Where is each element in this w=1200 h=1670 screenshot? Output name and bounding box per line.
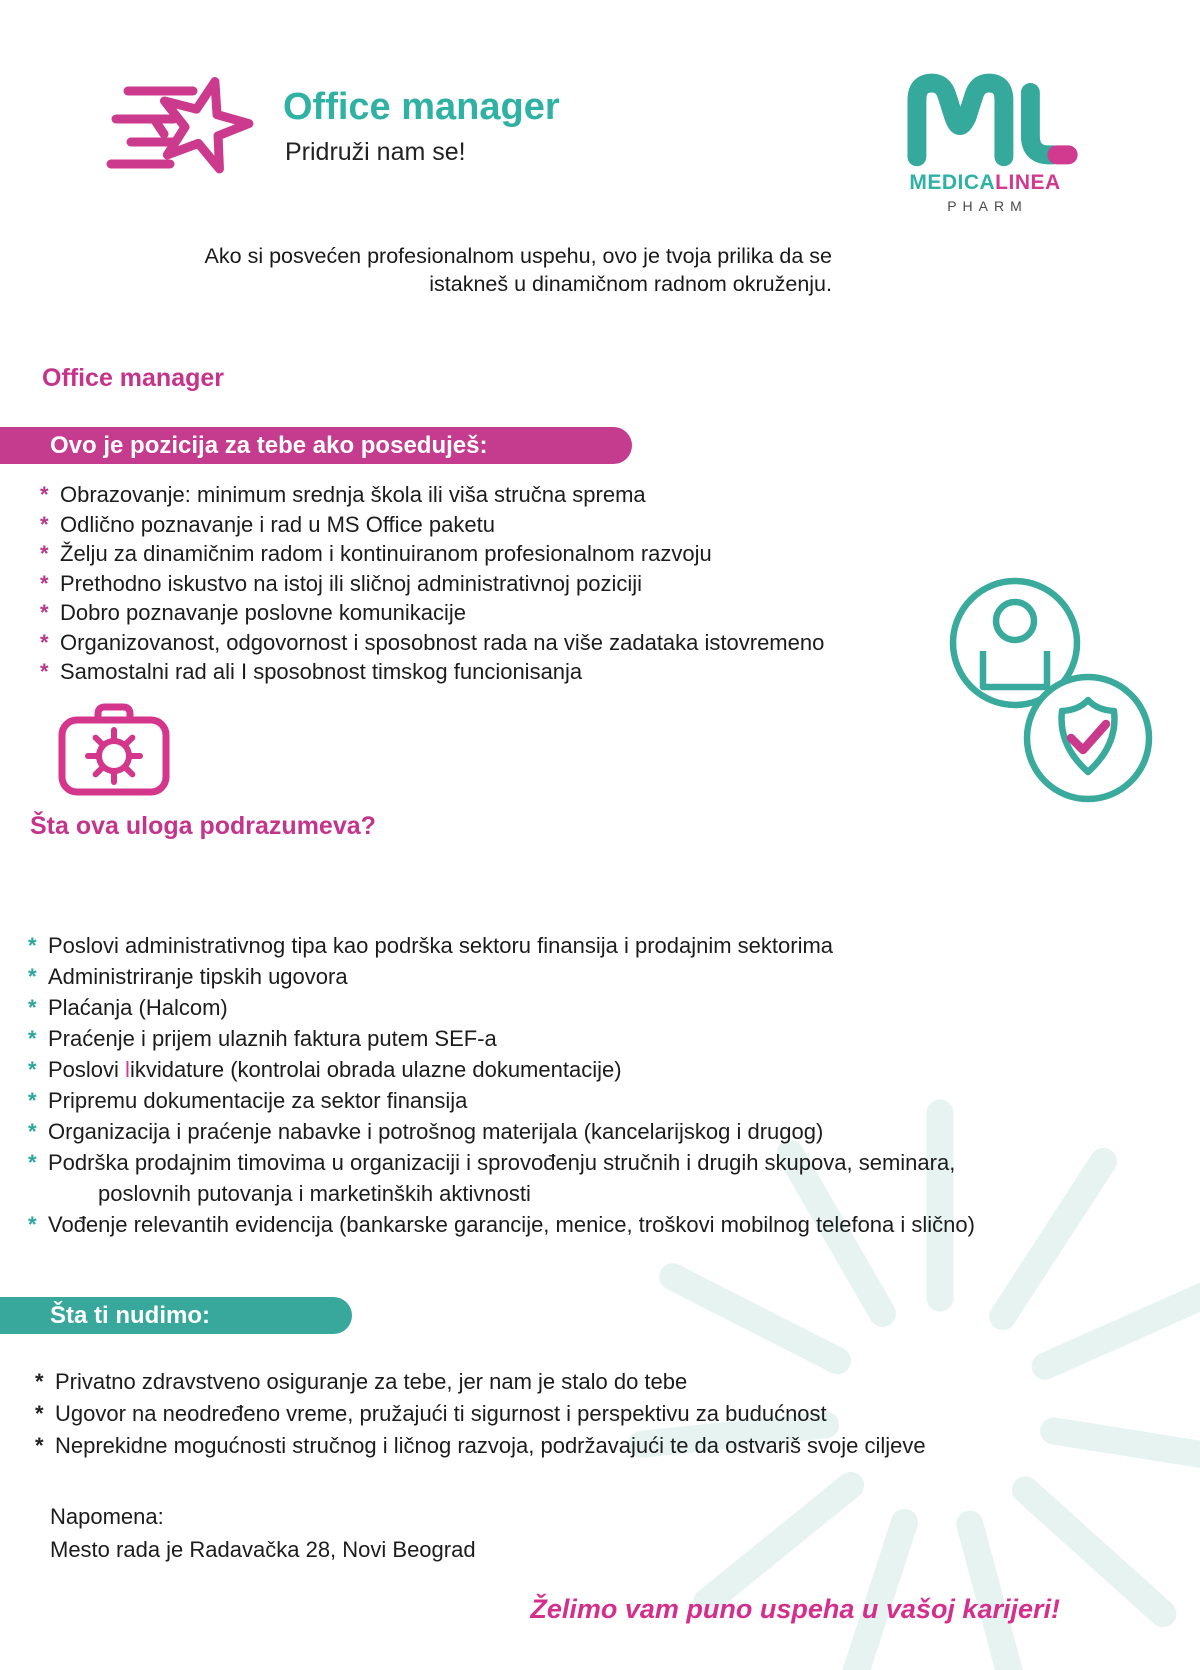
list-item xyxy=(28,1085,975,1116)
list-item-text: Vođenje relevantih evidencija (bankarske garancije, menice, troškovi mobilnog telefona i slično) xyxy=(48,1212,975,1237)
requirements-banner-label: Ovo je pozicija za tebe ako poseduješ: xyxy=(50,432,488,459)
list-item-text: Neprekidne mogućnosti stručnog i ličnog razvoja, podržavajući te da ostvariš svoje ciljeve xyxy=(55,1433,926,1458)
list-item xyxy=(28,1209,975,1240)
offer-list xyxy=(35,1366,926,1462)
intro-line-2: istakneš u dinamičnom radnom okruženju. xyxy=(429,272,832,296)
list-item xyxy=(40,539,824,569)
list-item xyxy=(28,1054,975,1085)
bullet-marker: * xyxy=(28,1119,37,1144)
list-item-text: Odlično poznavanje i rad u MS Office paketu xyxy=(60,511,495,537)
page-title: Office manager xyxy=(283,86,560,128)
bullet-marker: * xyxy=(28,1057,37,1082)
list-item-text: Poslovi xyxy=(48,1057,126,1082)
list-item-text: Administriranje tipskih ugovora xyxy=(48,964,348,989)
list-item-text: Obrazovanje: minimum srednja škola ili viša stručna sprema xyxy=(60,482,646,507)
list-item xyxy=(35,1366,926,1398)
responsibilities-list xyxy=(28,930,975,1240)
bullet-marker: * xyxy=(28,1150,37,1175)
list-item-text: Samostalni rad ali I sposobnost timskog funcionisanja xyxy=(60,659,583,684)
offer-banner xyxy=(0,1297,352,1334)
bullet-marker: * xyxy=(40,629,49,655)
list-item xyxy=(40,598,824,628)
note-text: Mesto rada je Radavačka 28, Novi Beograd xyxy=(50,1537,476,1562)
intro-text xyxy=(0,242,832,298)
list-item xyxy=(40,657,824,687)
list-item-text: Organizacija i praćenje nabavke i potrošnog materijala (kancelarijskog i drugog) xyxy=(48,1119,824,1144)
person-shield-badge-icon xyxy=(935,548,1165,803)
ml-monogram-icon xyxy=(888,66,1082,170)
brand-name-medica: MEDICA xyxy=(909,171,996,194)
requirements-banner xyxy=(0,427,632,464)
briefcase-gear-icon xyxy=(55,698,173,798)
list-item-text: Praćenje i prijem ulaznih faktura putem SEF-a xyxy=(48,1026,497,1051)
list-item xyxy=(28,930,975,961)
brand-name xyxy=(888,171,1082,195)
list-item xyxy=(40,510,824,540)
list-item xyxy=(28,961,975,992)
bullet-marker: * xyxy=(28,1212,37,1237)
company-logo xyxy=(888,66,1082,214)
bullet-marker: * xyxy=(28,933,37,958)
bullet-marker: * xyxy=(28,964,37,989)
list-item xyxy=(35,1430,926,1462)
brand-name-linea: LINEA xyxy=(995,171,1061,194)
list-item-text: Dobro poznavanje poslovne komunikacije xyxy=(60,600,467,625)
list-item xyxy=(28,1147,975,1178)
list-item-text: poslovnih putovanja i marketinških aktivnosti xyxy=(98,1181,531,1206)
bullet-marker: * xyxy=(40,600,49,625)
list-item xyxy=(40,628,824,658)
bullet-marker: * xyxy=(35,1369,44,1394)
page-subtitle: Pridruži nam se! xyxy=(285,138,466,166)
list-item-text: Ugovor na neodređeno vreme, pružajući ti sigurnost i perspektivu za budućnost xyxy=(55,1401,827,1426)
list-item-text: Želju za dinamičnim radom i kontinuiranom profesionalnom razvoju xyxy=(60,541,712,566)
list-item xyxy=(35,1398,926,1430)
list-item xyxy=(40,480,824,510)
list-item-text: Prethodno iskustvo na istoj ili sličnoj administrativnoj poziciji xyxy=(60,570,643,596)
position-heading: Office manager xyxy=(42,364,225,392)
bullet-marker: * xyxy=(28,995,37,1020)
list-item xyxy=(28,1116,975,1147)
bullet-marker: * xyxy=(28,1088,37,1113)
bullet-marker: * xyxy=(35,1433,44,1458)
list-item-text: Plaćanja (Halcom) xyxy=(48,995,228,1020)
list-item-text: Pripremu dokumentacije za sektor finansija xyxy=(48,1088,468,1113)
list-item-text: Organizovanost, odgovornost i sposobnost rada na više zadataka istovremeno xyxy=(60,629,825,655)
note-block xyxy=(50,1500,476,1566)
list-item-text: Privatno zdravstveno osiguranje za tebe, jer nam je stalo do tebe xyxy=(55,1369,688,1394)
intro-line-1: Ako si posvećen profesionalnom uspehu, ovo je tvoja prilika da se xyxy=(204,244,832,268)
bullet-marker: * xyxy=(40,570,49,596)
bullet-marker: * xyxy=(28,1026,37,1051)
bullet-marker: * xyxy=(40,659,49,684)
responsibilities-heading: Šta ova uloga podrazumeva? xyxy=(30,812,376,840)
list-item-text: Poslovi administrativnog tipa kao podrška sektoru finansija i prodajnim sektorima xyxy=(48,933,834,958)
bullet-marker: * xyxy=(35,1401,44,1426)
list-item-text: ikvidature (kontrolai obrada ulazne dokumentacije) xyxy=(129,1057,622,1082)
bullet-marker: * xyxy=(40,482,49,507)
offer-banner-label: Šta ti nudimo: xyxy=(50,1302,210,1329)
bullet-marker: * xyxy=(40,511,49,537)
list-item xyxy=(28,1023,975,1054)
closing-message: Želimo vam puno uspeha u vašoj karijeri! xyxy=(530,1594,1060,1624)
requirements-list xyxy=(40,480,824,687)
list-item xyxy=(40,569,824,599)
list-item-continuation xyxy=(28,1178,975,1209)
list-item-accent-letter: l xyxy=(125,1057,130,1082)
shooting-star-icon xyxy=(98,62,258,187)
list-item xyxy=(28,992,975,1023)
list-item-text: Podrška prodajnim timovima u organizaciji i sprovođenju stručnih i drugih skupova, seminara, xyxy=(48,1150,956,1175)
bullet-marker: * xyxy=(40,541,49,566)
note-label: Napomena: xyxy=(50,1504,164,1529)
brand-subname: PHARM xyxy=(947,198,1028,214)
